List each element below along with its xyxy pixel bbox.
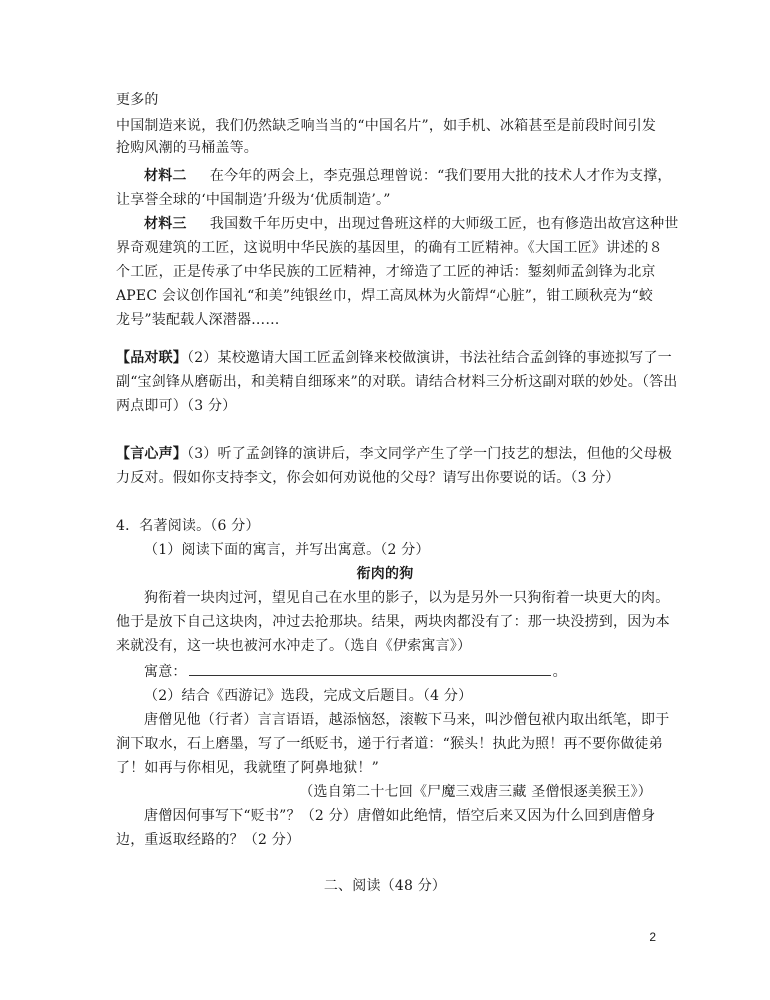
moral-row xyxy=(144,662,567,682)
page-number: 2 xyxy=(649,930,656,944)
question-2-text: （2）某校邀请大国工匠孟剑锋来校做演讲，书法社结合孟剑锋的事迹拟写了一 xyxy=(187,350,672,366)
material-2-label: 材料二 xyxy=(144,168,187,184)
m2-line2: 让享誉全球的‘中国制造’升级为‘优质制造’。” xyxy=(116,192,391,208)
moral-label: 寓意： xyxy=(144,664,187,680)
question-3-label: 【言心声】 xyxy=(116,446,187,462)
material-3-label: 材料三 xyxy=(144,216,187,232)
fable-line3: 来就没有，这一块也被河水冲走了。（选自《伊索寓言》） xyxy=(116,638,472,654)
fable-line1: 狗衔着一块肉过河，望见自己在水里的影子，以为是另外一只狗衔着一块更大的肉。 xyxy=(144,590,670,606)
m3-line3: 个工匠，正是传承了中华民族的工匠精神，才缔造了工匠的神话：錾刻师孟剑锋为北京 xyxy=(116,264,656,280)
fable-title: 衔肉的狗 xyxy=(356,566,414,582)
q4-heading: 4．名著阅读。（6 分） xyxy=(116,518,260,534)
material-3 xyxy=(144,214,678,234)
m1-line3: 抢购风潮的马桶盖等。 xyxy=(116,140,258,156)
q4-sub1: （1）阅读下面的寓言，并写出寓意。（2 分） xyxy=(144,542,430,558)
fable-line2: 他于是放下自己这块肉，冲过去抢那块。结果，两块肉都没有了：那一块没捞到，因为本 xyxy=(116,614,670,630)
question-3 xyxy=(116,444,672,464)
q4-sub2: （2）结合《西游记》选段，完成文后题目。（4 分） xyxy=(144,688,473,704)
q2-line3: 两点即可）（3 分） xyxy=(116,398,237,414)
m3-line2: 界奇观建筑的工匠，这说明中华民族的基因里，的确有工匠精神。《大国工匠》讲述的８ xyxy=(116,240,663,256)
moral-end: 。 xyxy=(552,664,567,680)
material-3-text: 我国数千年历史中，出现过鲁班这样的大师级工匠，也有修造出故宫这种世 xyxy=(209,216,679,232)
material-2 xyxy=(144,166,672,186)
q4-question-line2: 边，重返取经路的？（2 分） xyxy=(116,832,301,848)
question-2-label: 【品对联】 xyxy=(116,350,187,366)
m1-line2: 中国制造来说，我们仍然缺乏响当当的“中国名片”，如手机、冰箱甚至是前段时间引发 xyxy=(116,118,657,134)
xy-line3: 了！如再与你相见，我就堕了阿鼻地狱！” xyxy=(116,760,379,776)
moral-answer-blank[interactable] xyxy=(189,662,551,676)
question-2 xyxy=(116,348,672,368)
q2-line2: 副“宝剑锋从磨砺出，和美精自细琢来”的对联。请结合材料三分析这副对联的妙处。（答出 xyxy=(116,374,678,390)
xy-line1: 唐僧见他（行者）言言语语，越添恼怒，滚鞍下马来，叫沙僧包袱内取出纸笔，即于 xyxy=(144,712,670,728)
section-2-heading: 二、阅读（48 分） xyxy=(323,878,447,894)
m3-line4: APEC 会议创作国礼“和美”纯银丝巾，焊工高凤林为火箭焊“心脏”，钳工顾秋亮为“蛟 xyxy=(116,288,654,304)
xy-source: （选自第二十七回《尸魔三戏唐三藏 圣僧恨逐美猴王》） xyxy=(299,784,652,800)
q4-question-line1: 唐僧因何事写下“贬书”？（2 分）唐僧如此绝情，悟空后来又因为什么回到唐僧身 xyxy=(144,808,656,824)
material-2-text: 在今年的两会上，李克强总理曾说：“我们要用大批的技术人才作为支撑， xyxy=(209,168,672,184)
m1-line1: 更多的 xyxy=(116,92,159,108)
m3-line5: 龙号”装配载人深潜器…… xyxy=(116,312,280,328)
xy-line2: 涧下取水，石上磨墨，写了一纸贬书，递于行者道：“猴头！执此为照！再不要你做徒弟 xyxy=(116,736,663,752)
q3-line2: 力反对。假如你支持李文，你会如何劝说他的父母？请写出你要说的话。（3 分） xyxy=(116,470,620,486)
question-3-text: （3）听了孟剑锋的演讲后，李文同学产生了学一门技艺的想法，但他的父母极 xyxy=(187,446,672,462)
